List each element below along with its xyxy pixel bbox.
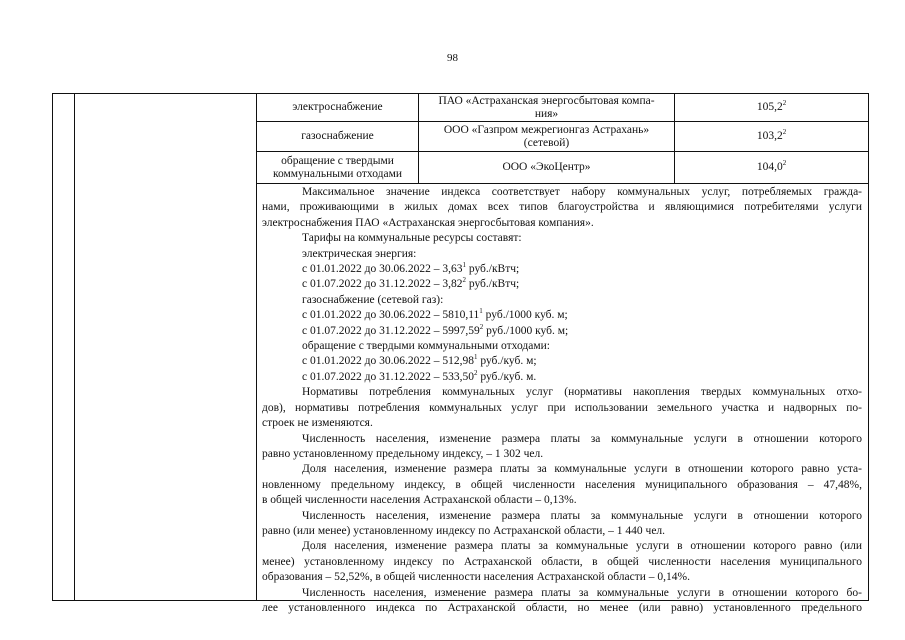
text-line: электрическая энергия: bbox=[302, 247, 417, 260]
tariff-line bbox=[262, 262, 862, 277]
service-name-line1: обращение с твердыми bbox=[281, 154, 394, 167]
text-line: Тарифы на коммунальные ресурсы составят: bbox=[302, 232, 522, 245]
index-cell-waste bbox=[675, 152, 868, 183]
service-name: газоснабжение bbox=[301, 130, 374, 142]
footnote-marker: 2 bbox=[473, 368, 478, 377]
provider-name-line2: (сетевой) bbox=[523, 136, 570, 149]
tariff-line bbox=[262, 324, 862, 339]
tariff-text: с 01.01.2022 до 30.06.2022 – 512,98 bbox=[302, 355, 474, 368]
tariff-line bbox=[262, 277, 862, 292]
text-line: менее) установленному индексу по Астраханской области, в общей численности населения муниципального bbox=[262, 555, 862, 568]
text-line: Численность населения, изменение размера платы за коммунальные услуги в отношении которого bbox=[302, 432, 862, 445]
tariff-text: с 01.07.2022 до 31.12.2022 – 5997,59 bbox=[302, 324, 480, 337]
text-line: образования – 52,52%, в общей численности населения Астраханской области – 0,14%. bbox=[262, 571, 690, 584]
index-value: 103,2 bbox=[756, 130, 783, 142]
tariff-text: с 01.01.2022 до 30.06.2022 – 5810,11 bbox=[302, 309, 480, 322]
footnote-marker: 2 bbox=[782, 159, 787, 167]
tariff-unit: руб./кВтч; bbox=[465, 278, 520, 291]
index-cell-electricity bbox=[675, 94, 868, 121]
provider-name: ООО «ЭкоЦентр» bbox=[502, 161, 591, 173]
service-cell-electricity bbox=[257, 94, 418, 121]
footnote-marker: 2 bbox=[782, 99, 787, 107]
text-line: обращение с твердыми коммунальными отходами: bbox=[302, 340, 550, 353]
tariff-unit: руб./куб. м; bbox=[477, 355, 537, 368]
tariff-unit: руб./1000 куб. м; bbox=[483, 324, 569, 337]
provider-cell-gas bbox=[419, 122, 674, 151]
explanatory-text bbox=[262, 185, 862, 616]
service-name: электроснабжение bbox=[292, 101, 383, 113]
text-line: Доля населения, изменение размера платы за коммунальные услуги в отношении которого равно уста- bbox=[302, 463, 862, 476]
footnote-marker: 2 bbox=[462, 276, 466, 285]
footnote-marker: 1 bbox=[479, 307, 483, 316]
text-line: газоснабжение (сетевой газ): bbox=[302, 293, 444, 306]
tariff-line bbox=[262, 354, 862, 369]
table-col-divider-1 bbox=[74, 93, 75, 601]
provider-name-line1: ООО «Газпром межрегионгаз Астрахань» bbox=[443, 123, 650, 136]
tariff-line bbox=[262, 308, 862, 323]
provider-name-line1: ПАО «Астраханская энергосбытовая компа- bbox=[438, 94, 655, 107]
provider-name-line2: ния» bbox=[534, 107, 559, 120]
footnote-marker: 1 bbox=[462, 261, 466, 270]
text-line: строек не изменяются. bbox=[262, 417, 373, 430]
provider-cell-waste bbox=[419, 152, 674, 183]
tariff-unit: руб./1000 куб. м; bbox=[482, 309, 568, 322]
text-line: Доля населения, изменение размера платы за коммунальные услуги в отношении которого равно (или bbox=[302, 540, 862, 553]
provider-cell-electricity bbox=[419, 94, 674, 121]
tariff-line bbox=[262, 370, 862, 385]
text-line: равно установленному предельному индексу, – 1 302 чел. bbox=[262, 447, 544, 460]
tariff-text: с 01.07.2022 до 31.12.2022 – 533,50 bbox=[302, 370, 474, 383]
text-line: Численность населения, изменение размера платы за коммунальные услуги в отношении которого bbox=[302, 509, 862, 522]
service-cell-waste bbox=[257, 152, 418, 183]
tariff-text: с 01.07.2022 до 31.12.2022 – 3,82 bbox=[302, 278, 463, 291]
text-line: Нормативы потребления коммунальных услуг (нормативы накопления твердых коммунальных отхо- bbox=[302, 386, 862, 399]
service-name-line2: коммунальными отходами bbox=[272, 167, 403, 180]
tariff-unit: руб./куб. м. bbox=[477, 370, 537, 383]
text-line: дов), нормативы потребления коммунальных услуг при использовании земельного участка и надворных по- bbox=[262, 401, 862, 414]
index-cell-gas bbox=[675, 122, 868, 151]
tariff-unit: руб./кВтч; bbox=[465, 263, 520, 276]
page-number: 98 bbox=[447, 52, 458, 64]
index-value: 104,0 bbox=[756, 161, 783, 173]
text-line: новленному предельному индексу, в общей численности населения муниципального образования – 47,48%, bbox=[262, 478, 862, 491]
text-line: лее установленного индекса по Астраханской области, но менее (или равно) установленного предельного bbox=[262, 601, 862, 614]
text-line: электроснабжения ПАО «Астраханская энергосбытовая компания». bbox=[262, 216, 594, 229]
text-line: Численность населения, изменение размера платы за коммунальные услуги в отношении которого бо- bbox=[302, 586, 862, 599]
footnote-marker: 1 bbox=[473, 353, 478, 362]
text-line: Максимальное значение индекса соответствует набору коммунальных услуг, потребляемых гражда- bbox=[302, 186, 862, 198]
service-cell-gas bbox=[257, 122, 418, 151]
text-line: в общей численности населения Астраханской области – 0,13%. bbox=[262, 494, 577, 507]
index-value: 105,2 bbox=[756, 101, 783, 113]
footnote-marker: 2 bbox=[479, 322, 484, 331]
table-border-left bbox=[52, 93, 53, 601]
table-border-right bbox=[868, 93, 869, 601]
text-line: равно (или менее) установленному индексу по Астраханской области, – 1 440 чел. bbox=[262, 524, 666, 537]
tariff-text: с 01.01.2022 до 30.06.2022 – 3,63 bbox=[302, 263, 463, 276]
footnote-marker: 2 bbox=[782, 128, 787, 136]
table-row-divider-3 bbox=[256, 183, 869, 184]
text-line: нами, проживающими в жилых домах всех типов благоустройства и являющимися потребителями услуги bbox=[262, 201, 862, 214]
